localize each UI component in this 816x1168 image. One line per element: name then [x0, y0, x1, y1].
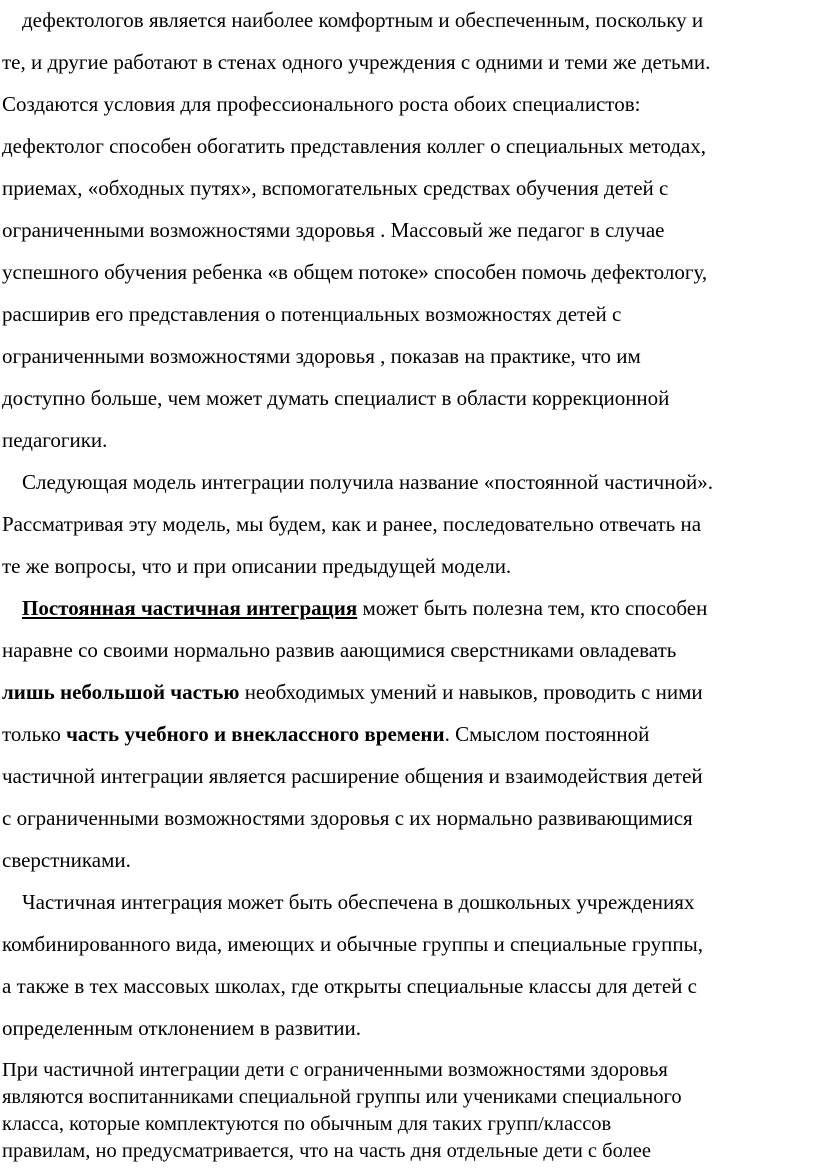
text-line: комбинированного вида, имеющих и обычные группы и специальные группы, — [2, 932, 703, 956]
text-line: правилам, но предусматривается, что на часть дня отдельные дети с более — [2, 1140, 651, 1162]
text-span: необходимых умений и навыков, проводить с ними — [239, 680, 703, 704]
text-line: дефектолог способен обогатить представления коллег о специальных методах, — [2, 134, 706, 158]
bold-phrase: часть учебного и внеклассного времени — [66, 722, 445, 746]
text-line: являются воспитанниками специальной группы или учениками специального — [2, 1086, 682, 1108]
text-line: ограниченными возможностями здоровья . Массовый же педагог в случае — [2, 218, 665, 242]
text-line: Следующая модель интеграции получила название «постоянной частичной». — [22, 470, 713, 494]
text-span: только — [2, 722, 67, 746]
text-line: определенным отклонением в развитии. — [2, 1016, 362, 1040]
text-line: успешного обучения ребенка «в общем потоке» способен помочь дефектологу, — [2, 260, 708, 284]
text-line: а также в тех массовых школах, где открыты специальные классы для детей с — [2, 974, 697, 998]
text-line — [22, 596, 707, 620]
text-line: частичной интеграции является расширение общения и взаимодействия детей — [2, 764, 703, 788]
text-line: дефектологов является наиболее комфортным и обеспеченным, поскольку и — [22, 8, 704, 32]
text-line: класса, которые комплектуются по обычным для таких групп/классов — [2, 1113, 612, 1135]
text-line: те, и другие работают в стенах одного учреждения с одними и теми же детьми. — [2, 50, 711, 74]
text-line: педагогики. — [2, 428, 108, 452]
text-line: Создаются условия для профессионального роста обоих специалистов: — [2, 92, 641, 116]
text-line: те же вопросы, что и при описании предыдущей модели. — [2, 554, 512, 578]
text-line: расширив его представления о потенциальных возможностях детей с — [2, 302, 622, 326]
text-span: . Смыслом постоянной — [444, 722, 650, 746]
term-permanent-partial-integration: Постоянная частичная интеграция — [22, 596, 358, 620]
text-line: При частичной интеграции дети с ограниченными возможностями здоровья — [2, 1059, 668, 1081]
text-line: приемах, «обходных путях», вспомогательных средствах обучения детей с — [2, 176, 669, 200]
text-span: может быть полезна тем, кто способен — [357, 596, 708, 620]
bold-phrase: лишь небольшой частью — [2, 680, 240, 704]
text-line — [2, 722, 649, 746]
text-line: наравне со своими нормально развив аающимися сверстниками овладевать — [2, 638, 677, 662]
text-line — [2, 680, 703, 704]
text-line: с ограниченными возможностями здоровья с их нормально развивающимися — [2, 806, 693, 830]
text-line: доступно больше, чем может думать специалист в области коррекционной — [2, 386, 670, 410]
text-line: сверстниками. — [2, 848, 131, 872]
text-line: Частичная интеграция может быть обеспечена в дошкольных учреждениях — [22, 890, 695, 914]
text-line: Рассматривая эту модель, мы будем, как и ранее, последовательно отвечать на — [2, 512, 702, 536]
text-line: ограниченными возможностями здоровья , показав на практике, что им — [2, 344, 641, 368]
